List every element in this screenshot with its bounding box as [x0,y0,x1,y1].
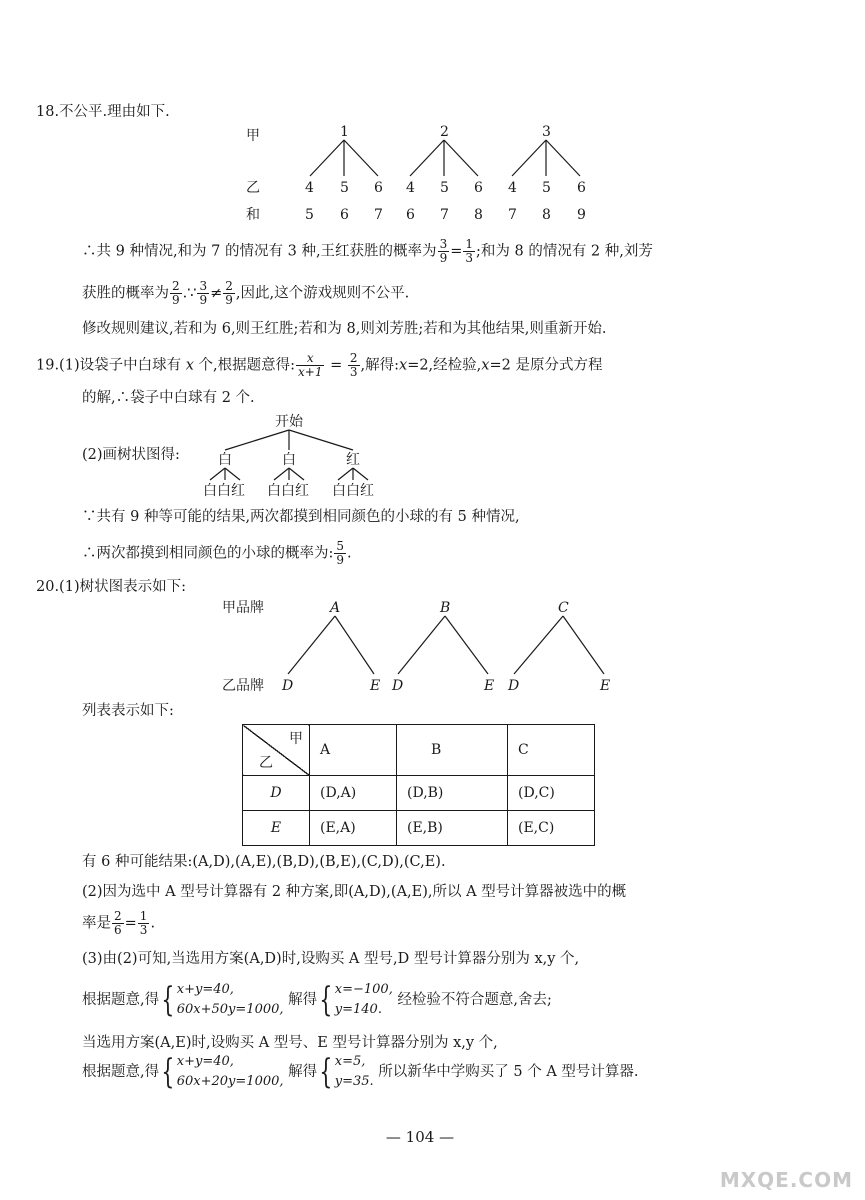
q19-node: 红 [346,452,360,468]
q18-sum: 7 [374,207,383,223]
q19-leaves: 白白红 [267,483,309,499]
q20-line9: 根据题意,得{ x+y=40, 60x+20y=1000, 解得{ x=5, y=35. 所以新华中学购买了 5 个 A 型号计算器. [82,1052,639,1092]
table-cell: (D,C) [508,776,595,811]
table-corner [243,725,310,776]
solution-2: x=5, y=35. [334,1054,374,1089]
q20-edge [445,616,488,674]
fraction-2-3: $\frac{2}{3}$ [349,351,358,379]
q20-line7: 根据题意,得{ x+y=40, 60x+50y=1000, 解得{ x=−100, y=140. 经检验不符合题意,舍去; [82,980,552,1020]
table-cell: (D,A) [310,776,397,811]
q18-edge [512,140,546,176]
q19-line1: 19.(1)设袋子中白球有 x 个,根据题意得: $\frac{x}{x+1}$ = $\frac{2}{3}$ ,解得:x=2,经检验,x=2 是原分式方程 [36,351,603,379]
col-head: A [310,725,397,776]
q20-edge [288,616,335,674]
fraction-3-9: $\frac{3}{9}$ [439,237,448,265]
system-1: x+y=40, 60x+50y=1000, [176,982,284,1017]
q19-edge [274,468,289,480]
q18-line2: 获胜的概率为 $\frac{2}{9}$ .∵ $\frac{3}{9}$ ≠ $\frac{2}{9}$ ,因此,这个游戏规则不公平. [82,279,410,307]
row-head: D [243,776,310,811]
q18-edge [546,140,580,176]
table-cell: (E,C) [508,811,595,846]
q18-child: 4 [508,180,517,196]
q20-edge [514,616,563,674]
q18-child: 5 [542,180,551,196]
page-number: — 104 — [385,1128,455,1146]
fraction-2-9: $\frac{2}{9}$ [225,279,233,307]
q18-edge [410,140,444,176]
q19-tree-diagram [195,410,395,500]
q18-edge [310,140,344,176]
top-label: 甲品牌 [222,600,264,616]
q20-edge [335,616,374,674]
q20-edge [398,616,445,674]
q19-root: 开始 [275,414,303,430]
q20-line1: 20.(1)树状图表示如下: [36,579,186,595]
q20-line5: 率是 $\frac{2}{6}$ = $\frac{1}{3}$ . [82,909,156,937]
watermark: MXQE.COM [719,1168,853,1192]
q18-child: 5 [440,180,449,196]
q18-edge [344,140,378,176]
q18-sum: 8 [474,207,483,223]
solution-1: x=−100, y=140. [334,982,393,1017]
root-c: C [558,600,569,616]
leaf-e: E [600,678,611,694]
q18-title: 18.不公平.理由如下. [36,104,170,120]
q18-child: 4 [305,180,314,196]
col-head: C [508,725,595,776]
fraction-3-9: $\frac{3}{9}$ [199,279,208,307]
leaf-e: E [370,678,381,694]
q18-sum: 5 [305,207,314,223]
q18-tree-diagram [240,120,600,230]
row-label-yi: 乙 [246,180,260,196]
q18-root-2: 2 [440,124,449,140]
q18-child: 6 [577,180,586,196]
q20-tree-diagram [222,596,622,696]
q20-line6: (3)由(2)可知,当选用方案(A,D)时,设购买 A 型号,D 型号计算器分别为 x,y 个, [82,951,580,967]
q19-edge [289,468,304,480]
leaf-e: E [484,678,495,694]
q20-line4: (2)因为选中 A 型号计算器有 2 种方案,即(A,D),(A,E),所以 A 型号计算器被选中的概 [82,884,627,900]
leaf-d: D [282,678,294,694]
q18-child: 6 [474,180,483,196]
q18-child: 5 [340,180,349,196]
col-head: B [397,725,508,776]
corner-top: 甲 [289,731,303,747]
q19-node: 白 [282,452,296,468]
q19-edge [338,468,353,480]
root-b: B [440,600,451,616]
leaf-d: D [392,678,404,694]
q19-line4: ∴两次都摸到相同颜色的小球的概率为: $\frac{5}{9}$ . [82,539,352,567]
q18-line3: 修改规则建议,若和为 6,则王红胜;若和为 8,则刘芳胜;若和为其他结果,则重新开始. [82,321,607,337]
corner-bottom: 乙 [259,755,273,771]
q19-leaves: 白白红 [332,483,374,499]
q19-line2: 的解,∴袋子中白球有 2 个. [82,390,255,406]
q19-edge [210,468,225,480]
q20-edge [563,616,604,674]
q20-line8: 当选用方案(A,E)时,设购买 A 型号、E 型号计算器分别为 x,y 个, [82,1035,498,1051]
q19-leaves: 白白红 [203,483,245,499]
q19-edge [225,468,240,480]
q19-part2-label: (2)画树状图得: [82,447,180,463]
row-label-he: 和 [246,207,260,223]
fraction-2-6: $\frac{2}{6}$ [114,909,122,937]
q19-line3: ∵共有 9 种等可能的结果,两次都摸到相同颜色的小球的有 5 种情况, [82,509,520,525]
q18-child: 4 [406,180,415,196]
q18-sum: 6 [340,207,349,223]
fraction-x-over-x-plus-1: $\frac{x}{x+1}$ [298,351,323,379]
table-cell: (E,A) [310,811,397,846]
q18-sum: 9 [577,207,586,223]
fraction-1-3: $\frac{1}{3}$ [139,909,148,937]
fraction-1-3: $\frac{1}{3}$ [465,237,473,265]
q19-edge [225,430,289,450]
fraction-5-9: $\frac{5}{9}$ [336,539,345,567]
q18-sum: 7 [508,207,517,223]
q18-sum: 8 [542,207,551,223]
system-2: x+y=40, 60x+20y=1000, [176,1054,284,1089]
q19-edge [289,430,353,450]
q18-sum: 7 [440,207,449,223]
q20-line2: 列表表示如下: [82,703,174,719]
q18-sum: 6 [406,207,415,223]
q18-line1: ∴共 9 种情况,和为 7 的情况有 3 种,王红获胜的概率为 $\frac{3}{9}$ = $\frac{1}{3}$ ;和为 8 的情况有 2 种,刘芳 [82,237,653,265]
root-a: A [330,600,341,616]
q20-table [242,724,595,846]
bottom-label: 乙品牌 [222,678,264,694]
table-cell: (E,B) [397,811,508,846]
q18-edge [444,140,478,176]
fraction-2-9: $\frac{2}{9}$ [172,279,180,307]
q18-root-3: 3 [542,124,551,140]
table-cell: (D,B) [397,776,508,811]
row-head: E [243,811,310,846]
q19-edge [353,468,368,480]
q18-root-1: 1 [340,124,349,140]
q18-child: 6 [374,180,383,196]
leaf-d: D [508,678,520,694]
row-label-jia: 甲 [246,128,260,144]
q19-node: 白 [218,452,232,468]
q20-line3: 有 6 种可能结果:(A,D),(A,E),(B,D),(B,E),(C,D),(C,E). [82,854,446,870]
